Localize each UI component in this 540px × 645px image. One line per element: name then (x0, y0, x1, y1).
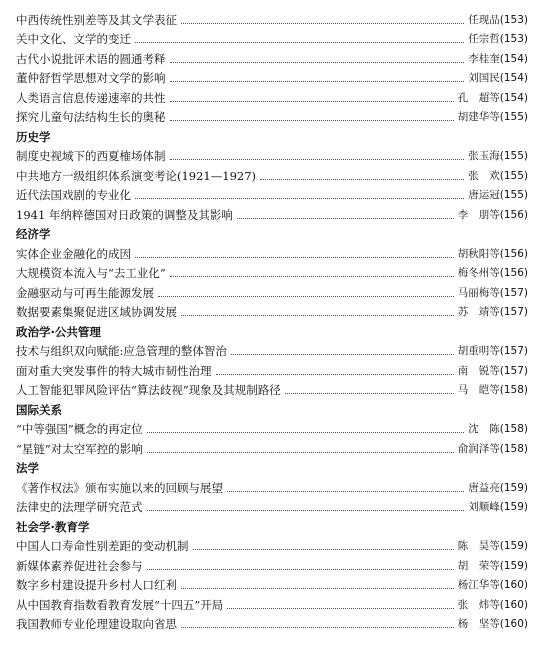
section-heading (16, 515, 528, 535)
toc-entry[interactable] (16, 145, 528, 165)
toc-entry[interactable] (16, 8, 528, 28)
section-heading (16, 320, 528, 340)
dot-leader (170, 80, 465, 82)
entry-title: 董仲舒哲学思想对文学的影响 (16, 71, 166, 85)
toc-entry[interactable] (16, 496, 528, 516)
entry-author-page: 刘顺峰(159) (468, 501, 528, 513)
entry-title: 古代小说批评术语的圆通考释 (16, 51, 166, 66)
dot-leader (170, 119, 454, 121)
dot-leader (147, 509, 465, 511)
entry-title: “中等强国”概念的再定位 (16, 422, 143, 436)
dot-leader (170, 158, 465, 160)
dot-leader (170, 100, 454, 102)
dot-leader (260, 178, 464, 180)
entry-author-page: 唐运冠(155) (468, 189, 528, 201)
toc-entry[interactable] (16, 281, 528, 301)
entry-author-page: 沈 陈(158) (468, 423, 528, 435)
entry-title: 中西传统性别差等及其文学表征 (16, 12, 177, 27)
dot-leader (237, 217, 454, 219)
section-heading (16, 125, 528, 145)
entry-author-page: 杨 坚等(160) (457, 618, 528, 630)
entry-author-page: 李 朋等(156) (457, 208, 528, 221)
entry-author-page: 李桂奎(154) (468, 52, 528, 65)
entry-author-page: 苏 靖等(157) (457, 306, 528, 318)
entry-title: 数字乡村建设提升乡村人口红利 (16, 578, 177, 592)
entry-title: 数据要素集聚促进区域协调发展 (16, 305, 177, 319)
dot-leader (170, 61, 465, 63)
toc-entry[interactable] (16, 574, 528, 594)
section-heading-label: 政治学·公共管理 (16, 324, 101, 339)
dot-leader (216, 373, 454, 375)
entry-author-page: 杨江华等(160) (457, 579, 528, 591)
toc-entry[interactable] (16, 184, 528, 204)
entry-author-page: 张玉海(155) (468, 150, 528, 162)
toc-entry[interactable] (16, 359, 528, 379)
toc-entry[interactable] (16, 379, 528, 399)
dot-leader (170, 275, 454, 277)
entry-author-page: 任宗哲(153) (468, 33, 528, 45)
toc-entry[interactable] (16, 164, 528, 184)
toc-entry[interactable] (16, 47, 528, 67)
entry-title: 近代法国戏剧的专业化 (16, 188, 131, 202)
dot-leader (231, 353, 454, 355)
entry-author-page: 胡秋阳等(156) (457, 247, 528, 260)
dot-leader (147, 431, 465, 433)
toc-entry[interactable] (16, 86, 528, 106)
dot-leader (135, 197, 464, 199)
entry-author-page: 南 锐等(157) (457, 364, 528, 377)
toc-entry[interactable] (16, 613, 528, 633)
entry-author-page: 唐益亮(159) (468, 481, 528, 494)
entry-title: 人工智能犯罪风险评估“算法歧视”现象及其规制路径 (16, 383, 281, 397)
dot-leader (181, 626, 454, 628)
dot-leader (147, 451, 454, 453)
dot-leader (227, 607, 454, 609)
section-heading-label: 法学 (16, 461, 39, 475)
section-heading-label: 国际关系 (16, 402, 62, 417)
dot-leader (135, 41, 464, 43)
entry-title: “星链”对太空军控的影响 (16, 441, 143, 456)
dot-leader (181, 314, 454, 316)
dot-leader (285, 392, 454, 394)
toc-entry[interactable] (16, 554, 528, 574)
entry-title: 法律史的法理学研究范式 (16, 500, 143, 514)
toc-entry[interactable] (16, 301, 528, 321)
toc-entry[interactable] (16, 418, 528, 438)
dot-leader (147, 568, 454, 570)
dot-leader (227, 490, 464, 492)
toc-entry[interactable] (16, 28, 528, 48)
dot-leader (158, 295, 454, 297)
section-heading-label: 历史学 (16, 129, 51, 144)
entry-author-page: 刘国民(154) (468, 72, 528, 84)
entry-author-page: 陈 昊等(159) (457, 540, 528, 552)
entry-author-page: 张 炜等(160) (457, 598, 528, 611)
toc-entry[interactable] (16, 476, 528, 496)
section-heading (16, 457, 528, 477)
entry-title: 大规模资本流入与“去工业化” (16, 266, 166, 280)
entry-title: 金融驱动与可再生能源发展 (16, 285, 154, 300)
dot-leader (193, 548, 454, 550)
entry-title: 关中文化、文学的变迁 (16, 32, 131, 46)
entry-author-page: 张 欢(155) (468, 169, 528, 182)
entry-title: 中国人口寿命性别差距的变动机制 (16, 539, 189, 553)
entry-author-page: 俞润泽等(158) (457, 442, 528, 455)
entry-title: 我国教师专业伦理建设取向省思 (16, 617, 177, 631)
entry-title: 实体企业金融化的成因 (16, 246, 131, 261)
entry-title: 从中国教育指数看教育发展“十四五”开局 (16, 597, 224, 612)
entry-author-page: 马 皑等(158) (457, 384, 528, 396)
section-heading (16, 223, 528, 243)
entry-author-page: 马丽梅等(157) (457, 286, 528, 299)
section-heading-label: 经济学 (16, 227, 51, 241)
entry-author-page: 胡建华等(155) (457, 111, 528, 123)
dot-leader (181, 22, 464, 24)
entry-author-page: 孔 超等(154) (457, 91, 528, 104)
section-heading (16, 398, 528, 418)
entry-author-page: 胡 荣等(159) (457, 559, 528, 572)
entry-author-page: 任现品(153) (468, 13, 528, 26)
entry-title: 制度史视域下的西夏榷场体制 (16, 149, 166, 163)
entry-title: 《著作权法》颁布实施以来的回顾与展望 (16, 480, 223, 495)
entry-title: 面对重大突发事件的特大城市韧性治理 (16, 363, 212, 378)
toc-entry[interactable] (16, 242, 528, 262)
entry-author-page: 梅冬州等(156) (457, 267, 528, 279)
entry-title: 探究儿童句法结构生长的奥秘 (16, 110, 166, 124)
entry-title: 人类语言信息传递速率的共性 (16, 90, 166, 105)
entry-author-page: 胡重明等(157) (457, 345, 528, 357)
toc-entry[interactable] (16, 593, 528, 613)
entry-title: 1941 年纳粹德国对日政策的调整及其影响 (16, 207, 233, 222)
toc-entry[interactable] (16, 437, 528, 457)
section-heading-label: 社会学·教育学 (16, 519, 90, 534)
toc-entry[interactable] (16, 340, 528, 360)
entry-title: 新媒体素养促进社会参与 (16, 558, 143, 573)
entry-title: 中共地方一级组织体系演变考论(1921—1927) (16, 168, 257, 183)
dot-leader (135, 256, 454, 258)
entry-title: 技术与组织双向赋能:应急管理的整体智治 (16, 344, 227, 358)
toc-entry[interactable] (16, 106, 528, 126)
toc-entry[interactable] (16, 67, 528, 87)
dot-leader (181, 587, 454, 589)
toc-entry[interactable] (16, 262, 528, 282)
toc-entry[interactable] (16, 203, 528, 223)
toc-entry[interactable] (16, 535, 528, 555)
